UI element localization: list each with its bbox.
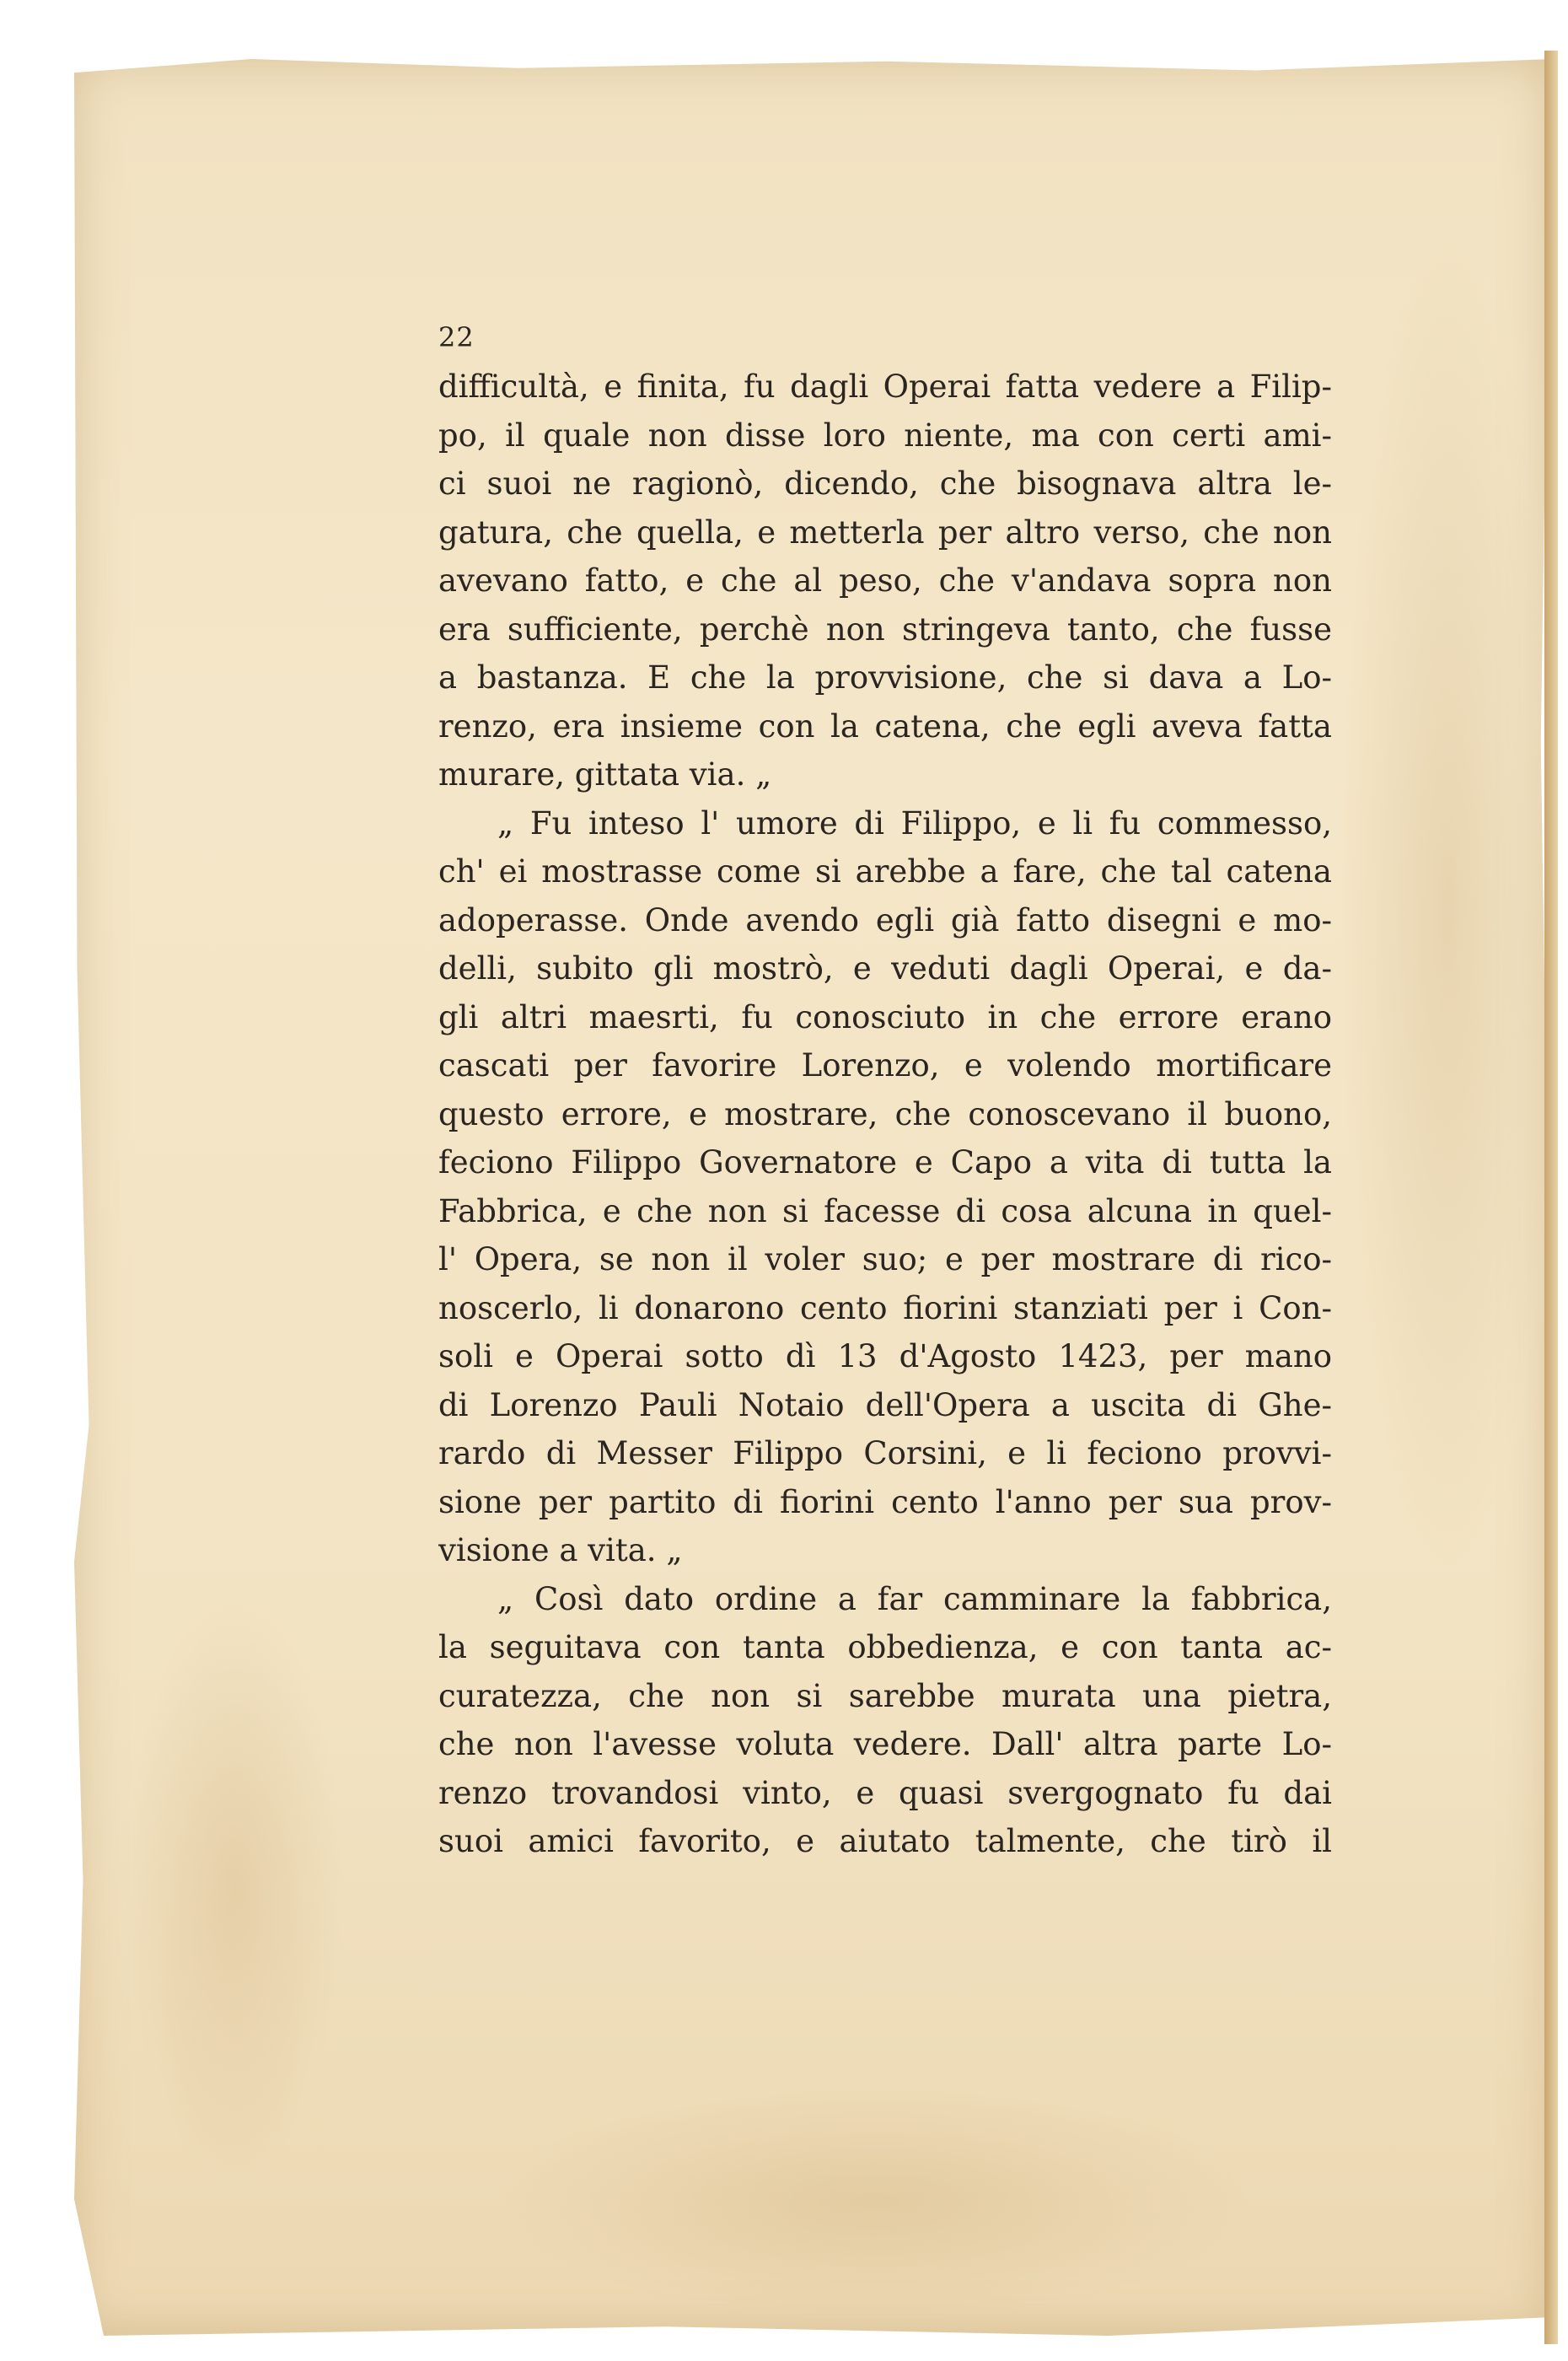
text-line: gli altri maesrti, fu conosciuto in che errore erano: [438, 998, 1332, 1035]
text-line: che non l'avesse voluta vedere. Dall' altra parte Lo-: [438, 1726, 1332, 1762]
text-line: Fabbrica, e che non si facesse di cosa alcuna in quel-: [438, 1192, 1332, 1229]
text-line: questo errore, e mostrare, che conoscevano il buono,: [438, 1095, 1332, 1132]
text-line: adoperasse. Onde avendo egli già fatto disegni e mo-: [438, 901, 1332, 938]
text-line: sione per partito di fiorini cento l'anno per sua prov-: [438, 1483, 1332, 1520]
text-line: la seguitava con tanta obbedienza, e con tanta ac-: [438, 1629, 1332, 1665]
text-line: rardo di Messer Filippo Corsini, e li feciono provvi-: [438, 1435, 1332, 1471]
binding-edge: [1544, 51, 1558, 2344]
text-line: avevano fatto, e che al peso, che v'andava sopra non: [438, 562, 1332, 599]
text-line: po, il quale non disse loro niente, ma con certi ami-: [438, 417, 1332, 454]
paragraph: [438, 1575, 1332, 1866]
text-line: „ Fu inteso l' umore di Filippo, e li fu commesso,: [497, 804, 1332, 842]
text-line: gatura, che quella, e metterla per altro verso, che non: [438, 514, 1332, 551]
page-number: 22: [438, 321, 475, 353]
text-line: renzo, era insieme con la catena, che egli aveva fatta: [438, 707, 1332, 745]
paper-stain: [1339, 228, 1558, 1577]
text-line: renzo trovandosi vinto, e quasi svergognato fu dai: [438, 1774, 1332, 1811]
text-line: curatezza, che non si sarebbe murata una pietra,: [438, 1677, 1332, 1714]
paragraph: [438, 363, 1332, 799]
text-line: „ Così dato ordine a far camminare la fabbrica,: [497, 1580, 1332, 1617]
text-line: noscerlo, li donarono cento fiorini stanziati per i Con-: [438, 1289, 1332, 1326]
text-line: ch' ei mostrasse come si arebbe a fare, che tal catena: [438, 853, 1332, 890]
text-line: ci suoi ne ragionò, dicendo, che bisognava altra le-: [438, 465, 1332, 502]
text-line: visione a vita. „: [438, 1532, 683, 1568]
text-line: a bastanza. E che la provvisione, che si dava a Lo-: [438, 659, 1332, 696]
paper-stain: [496, 2083, 1254, 2319]
page-text: [438, 320, 1332, 1866]
text-line: era sufficiente, perchè non stringeva tanto, che fusse: [438, 610, 1332, 648]
text-line: suoi amici favorito, e aiutato talmente, che tirò il: [438, 1823, 1332, 1859]
text-line: murare, gittata via. „: [438, 756, 772, 793]
text-line: feciono Filippo Governatore e Capo a vita di tutta la: [438, 1144, 1332, 1180]
text-line: difficultà, e finita, fu dagli Operai fatta vedere a Filip-: [438, 368, 1332, 405]
text-line: cascati per favorire Lorenzo, e volendo mortificare: [438, 1047, 1332, 1084]
text-line: soli e Operai sotto dì 13 d'Agosto 1423, per mano: [438, 1338, 1332, 1374]
paper-stain: [125, 1594, 344, 2184]
text-line: l' Opera, se non il voler suo; e per mostrare di rico-: [438, 1241, 1332, 1277]
text-line: di Lorenzo Pauli Notaio dell'Opera a uscita di Ghe-: [438, 1386, 1332, 1423]
text-line: delli, subito gli mostrò, e veduti dagli Operai, e da-: [438, 950, 1332, 987]
paragraph: [438, 799, 1332, 1575]
